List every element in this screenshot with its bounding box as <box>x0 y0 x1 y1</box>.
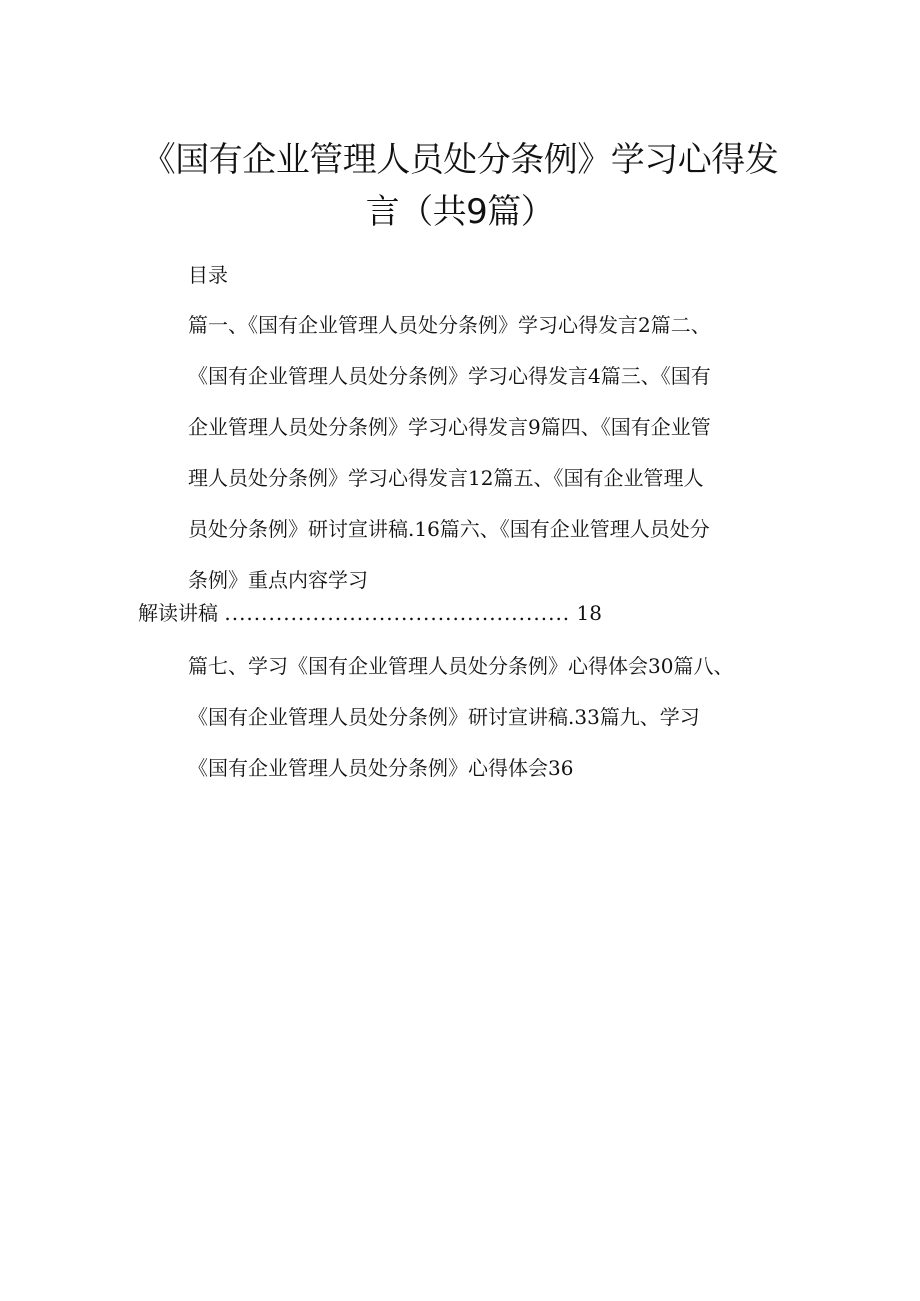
toc-paragraph-1 <box>188 300 808 606</box>
toc-line: 员处分条例》研讨宣讲稿.16篇六、《国有企业管理人员处分 <box>188 517 710 541</box>
toc-leader-dots: ............................................... <box>224 601 571 625</box>
toc-line: 条例》重点内容学习 <box>188 568 368 592</box>
toc-line: 《国有企业管理人员处分条例》学习心得发言4篇三、《国有 <box>188 364 711 388</box>
toc-line: 《国有企业管理人员处分条例》研讨宣讲稿.33篇九、学习 <box>188 705 700 729</box>
toc-entry-page: 18 <box>576 601 602 625</box>
toc-paragraph-2 <box>188 641 808 794</box>
toc-entry-label: 解读讲稿 <box>138 601 218 625</box>
toc-heading: 目录 <box>188 263 228 287</box>
title-line-2: 言（共9篇） <box>365 192 555 232</box>
toc-line: 《国有企业管理人员处分条例》心得体会36 <box>188 756 574 780</box>
document-title <box>100 134 820 238</box>
toc-line: 理人员处分条例》学习心得发言12篇五、《国有企业管理人 <box>188 466 704 490</box>
toc-line: 篇一、《国有企业管理人员处分条例》学习心得发言2篇二、 <box>188 313 711 337</box>
toc-dotted-entry <box>138 596 778 630</box>
toc-line: 企业管理人员处分条例》学习心得发言9篇四、《国有企业管 <box>188 415 711 439</box>
title-line-1: 《国有企业管理人员处分条例》学习心得发 <box>141 140 779 180</box>
toc-line: 篇七、学习《国有企业管理人员处分条例》心得体会30篇八、 <box>188 654 734 678</box>
